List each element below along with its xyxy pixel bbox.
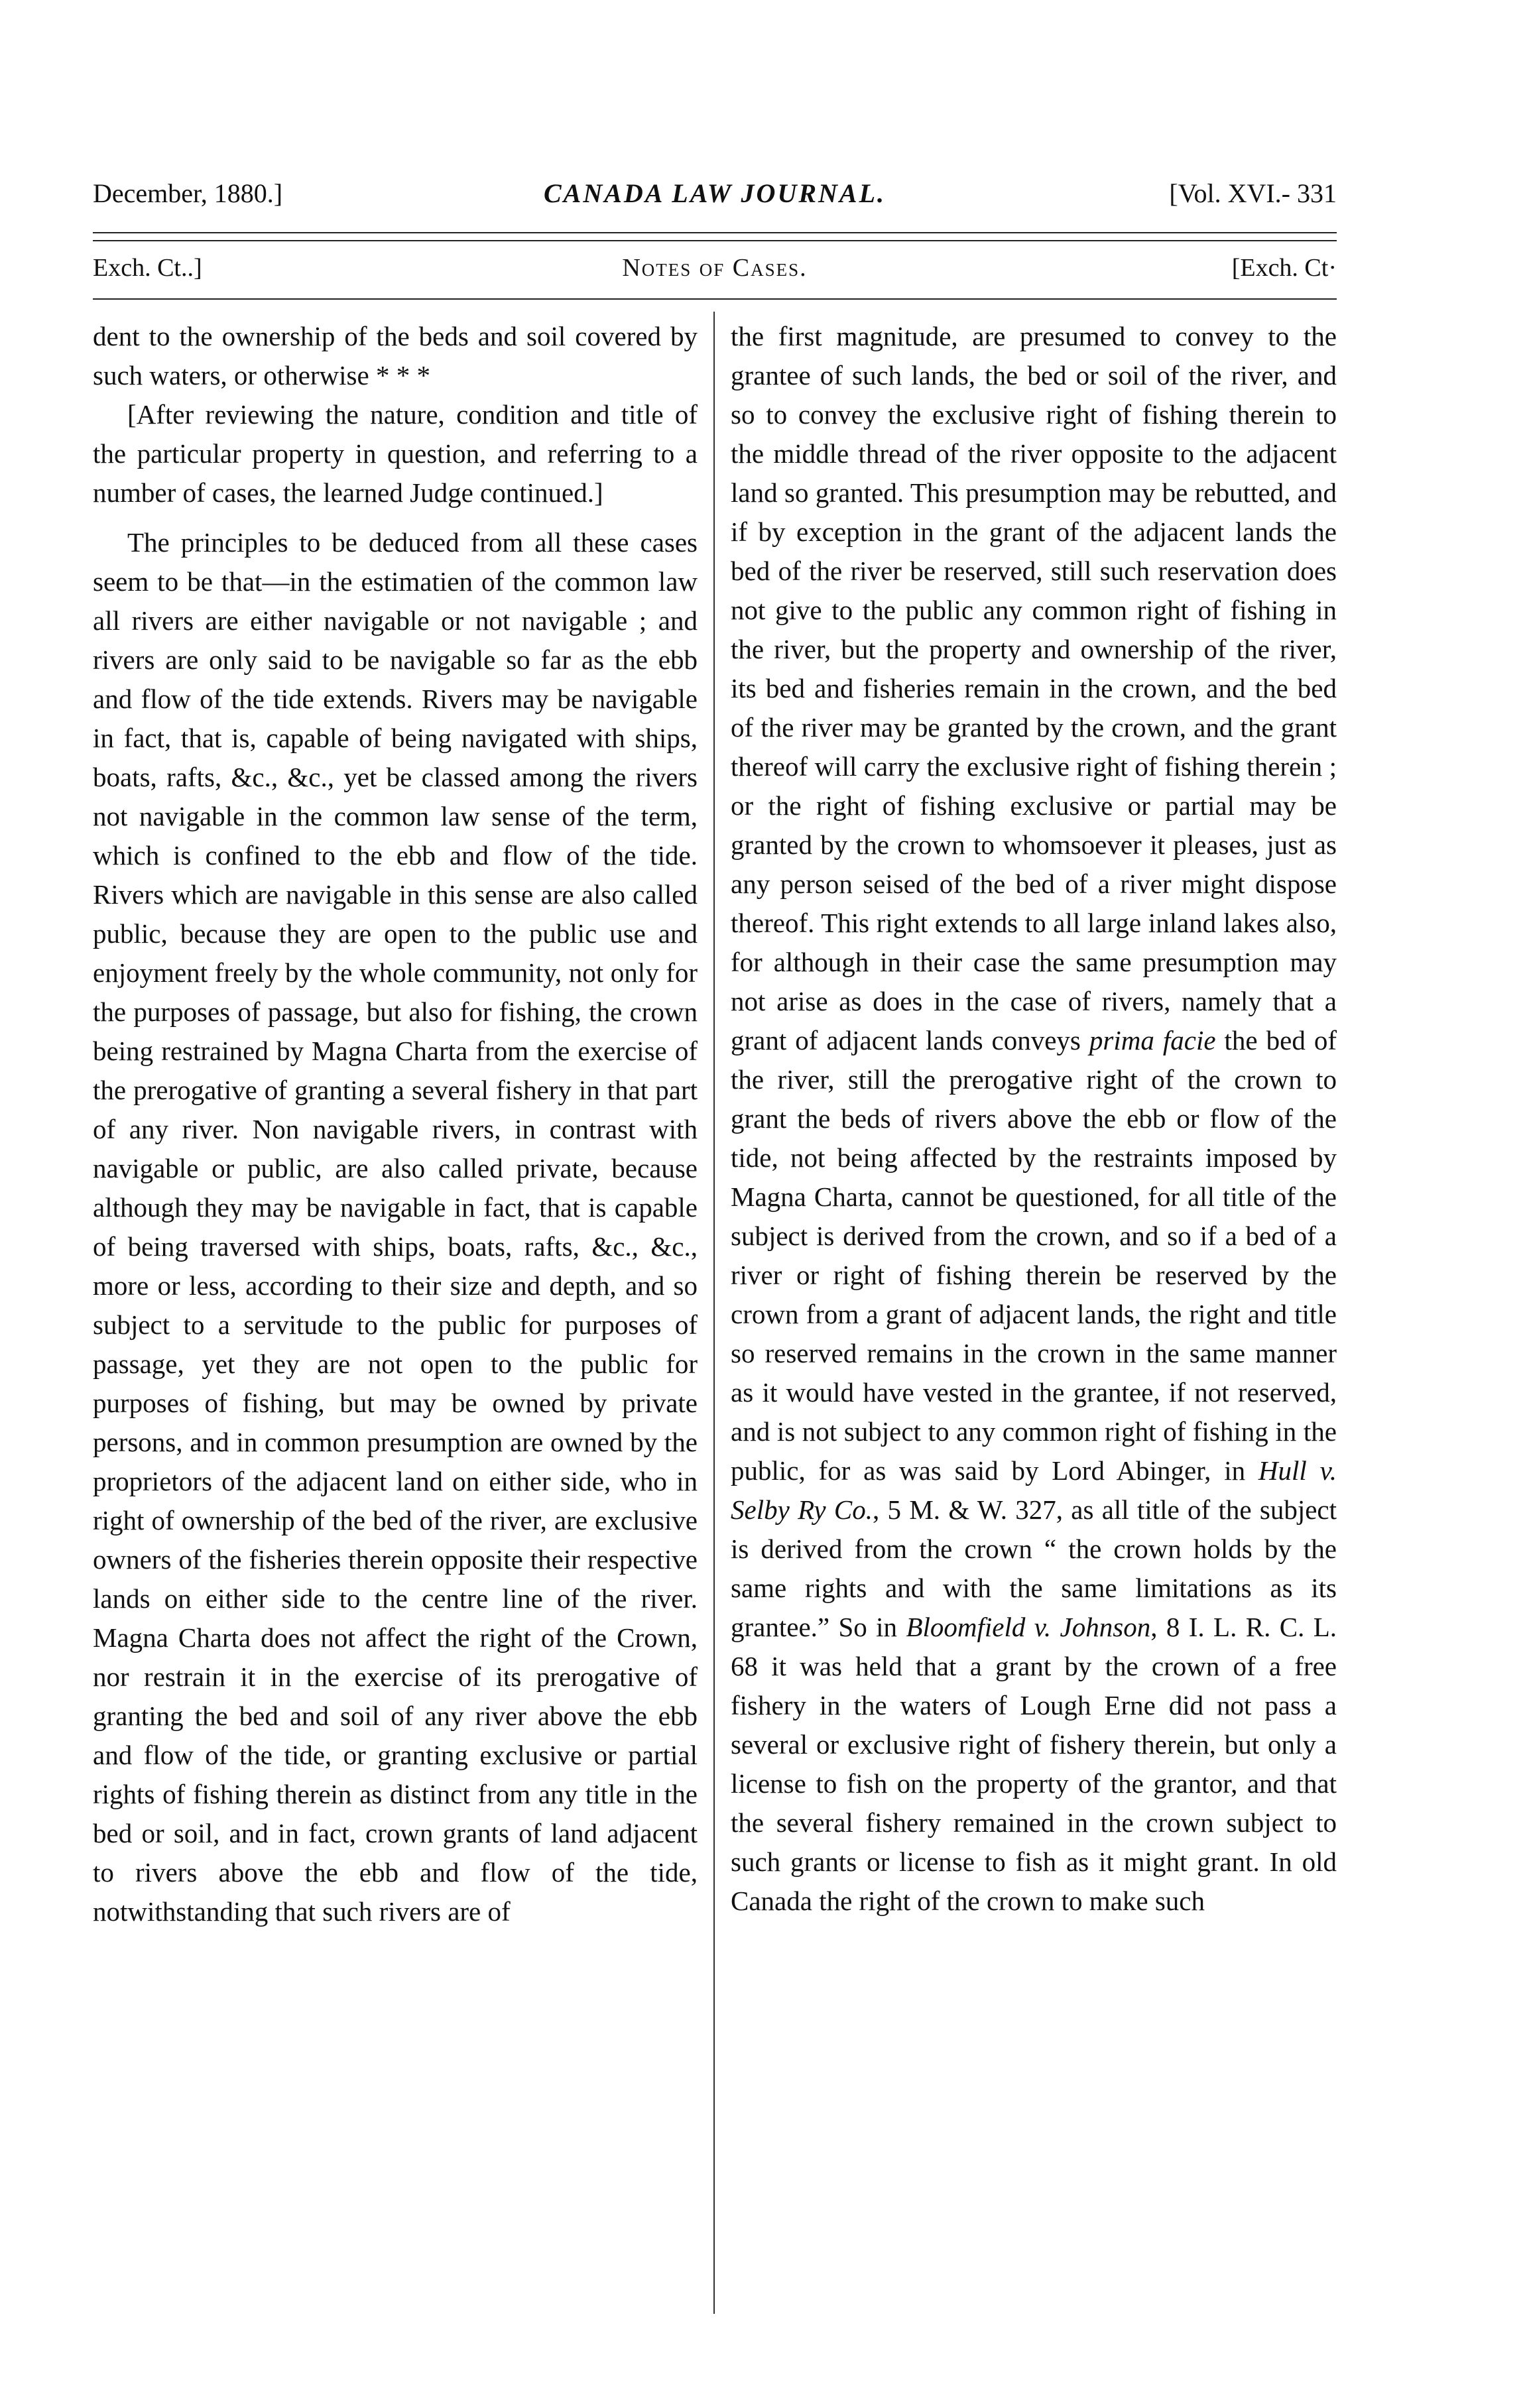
case-citation: Bloomfield v. Johnson xyxy=(906,1612,1151,1642)
text-run: , 5 M. & W. 327, as all title of the subject is derived from the crown “ the crown holds by the same rights and with the same limitations as its grantee.” So in xyxy=(731,1494,1337,1642)
latin-phrase: prima facie xyxy=(1089,1025,1216,1055)
case-citation: Hull v. Selby Ry Co. xyxy=(731,1455,1337,1525)
column-divider xyxy=(713,312,715,2314)
paragraph-editorial-note: [After reviewing the nature, condition and title of the particular property in question, and referring to a number of cases, the learned Judge continued.] xyxy=(93,399,698,508)
paragraph-right-continued xyxy=(731,317,1337,1921)
header-date: December, 1880.] xyxy=(93,178,283,208)
section-court-right: [Exch. Ct· xyxy=(1231,254,1337,282)
text-run: the bed of the river, still the prerogative right of the crown to grant the beds of rivers above the ebb or flow of the tide, not being affected by the restraints imposed by Magna Charta, cannot be questioned, for all title of the subject is derived from the crown, and so if a bed of a river or right of fishing therein be reserved by the crown from a grant of adjacent lands, the right and title so reserved remains in the crown in the same manner as it would have vested in the grantee, if not reserved, and is not subject to any common right of fishing in the public, for as was said by Lord Abinger, in xyxy=(731,1025,1337,1486)
text-run: the first magnitude, are presumed to convey to the grantee of such lands, the bed or soil of the river, and so to convey the exclusive right of fishing therein to the middle thread of the river opposite to the adjacent land so granted. This presumption may be rebutted, and if by exception in the grant of the adjacent lands the bed of the river be reserved, still such reservation does not give to the public any common right of fishing in the river, but the property and ownership of the river, its bed and fisheries remain in the crown, and the bed of the river may be granted by the crown, and the grant thereof will carry the exclusive right of fishing therein ; or the right of fishing exclusive or partial may be granted by the crown to whomsoever it pleases, just as any person seised of the bed of a river might dispose thereof. This right extends to all large inland lakes also, for although in their case the same presumption may not arise as does in the case of rivers, namely that a grant of adjacent lands conveys xyxy=(731,321,1337,1055)
header-volume-page: [Vol. XVI.- 331 xyxy=(1169,178,1337,208)
section-rule xyxy=(93,298,1337,300)
right-column xyxy=(731,317,1337,2319)
left-column xyxy=(93,317,698,2319)
header-rule-bottom xyxy=(93,240,1337,241)
header-journal-title: CANADA LAW JOURNAL. xyxy=(543,178,887,208)
paragraph-continued: dent to the ownership of the beds and soil covered by such waters, or otherwise * * * xyxy=(93,321,698,391)
section-court-left: Exch. Ct..] xyxy=(93,254,202,282)
header-rule-top xyxy=(93,232,1337,233)
section-title: Notes of Cases. xyxy=(622,254,808,282)
paragraph-principles: The principles to be deduced from all these cases seem to be that—in the estimatien of the common law all rivers are either navigable or not navigable ; and rivers are only said to be navigable so far as the ebb and flow of the tide extends. Rivers may be navigable in fact, that is, capable of being navigated with ships, boats, rafts, &c., &c., yet be classed among the rivers not navigable in the common law sense of the term, which is confined to the ebb and flow of the tide. Rivers which are navigable in this sense are also called public, because they are open to the public use and enjoyment freely by the whole community, not only for the purposes of passage, but also for fishing, the crown being restrained by Magna Charta from the exercise of the prerogative of granting a several fishery in that part of any river. Non navigable rivers, in contrast with navigable or public, are also called private, because although they may be navigable in fact, that is capable of being traversed with ships, boats, rafts, &c., &c., more or less, according to their size and depth, and so subject to a servitude to the public for purposes of passage, yet they are not open to the public for purposes of fishing, but may be owned by private persons, and in common presumption are owned by the proprietors of the adjacent land on either side, who in right of ownership of the bed of the river, are exclusive owners of the fisheries therein opposite their respective lands on either side to the centre line of the river. Magna Charta does not affect the right of the Crown, nor restrain it in the exercise of its prerogative of granting the bed and soil of any river above the ebb and flow of the tide, or granting exclusive or partial rights of fishing therein as distinct from any title in the bed or soil, and in fact, crown grants of land adjacent to rivers above the ebb and flow of the tide, notwithstanding that such rivers are of xyxy=(93,527,698,1927)
running-header xyxy=(93,178,1337,217)
text-run: , 8 I. L. R. C. L. 68 it was held that a grant by the crown of a free fishery in the waters of Lough Erne did not pass a several or exclusive right of fishery therein, but only a license to fish on the property of the grantor, and that the several fishery remained in the crown subject to such grants or license to fish as it might grant. In old Canada the right of the crown to make such xyxy=(731,1612,1337,1916)
section-header xyxy=(93,253,1337,293)
